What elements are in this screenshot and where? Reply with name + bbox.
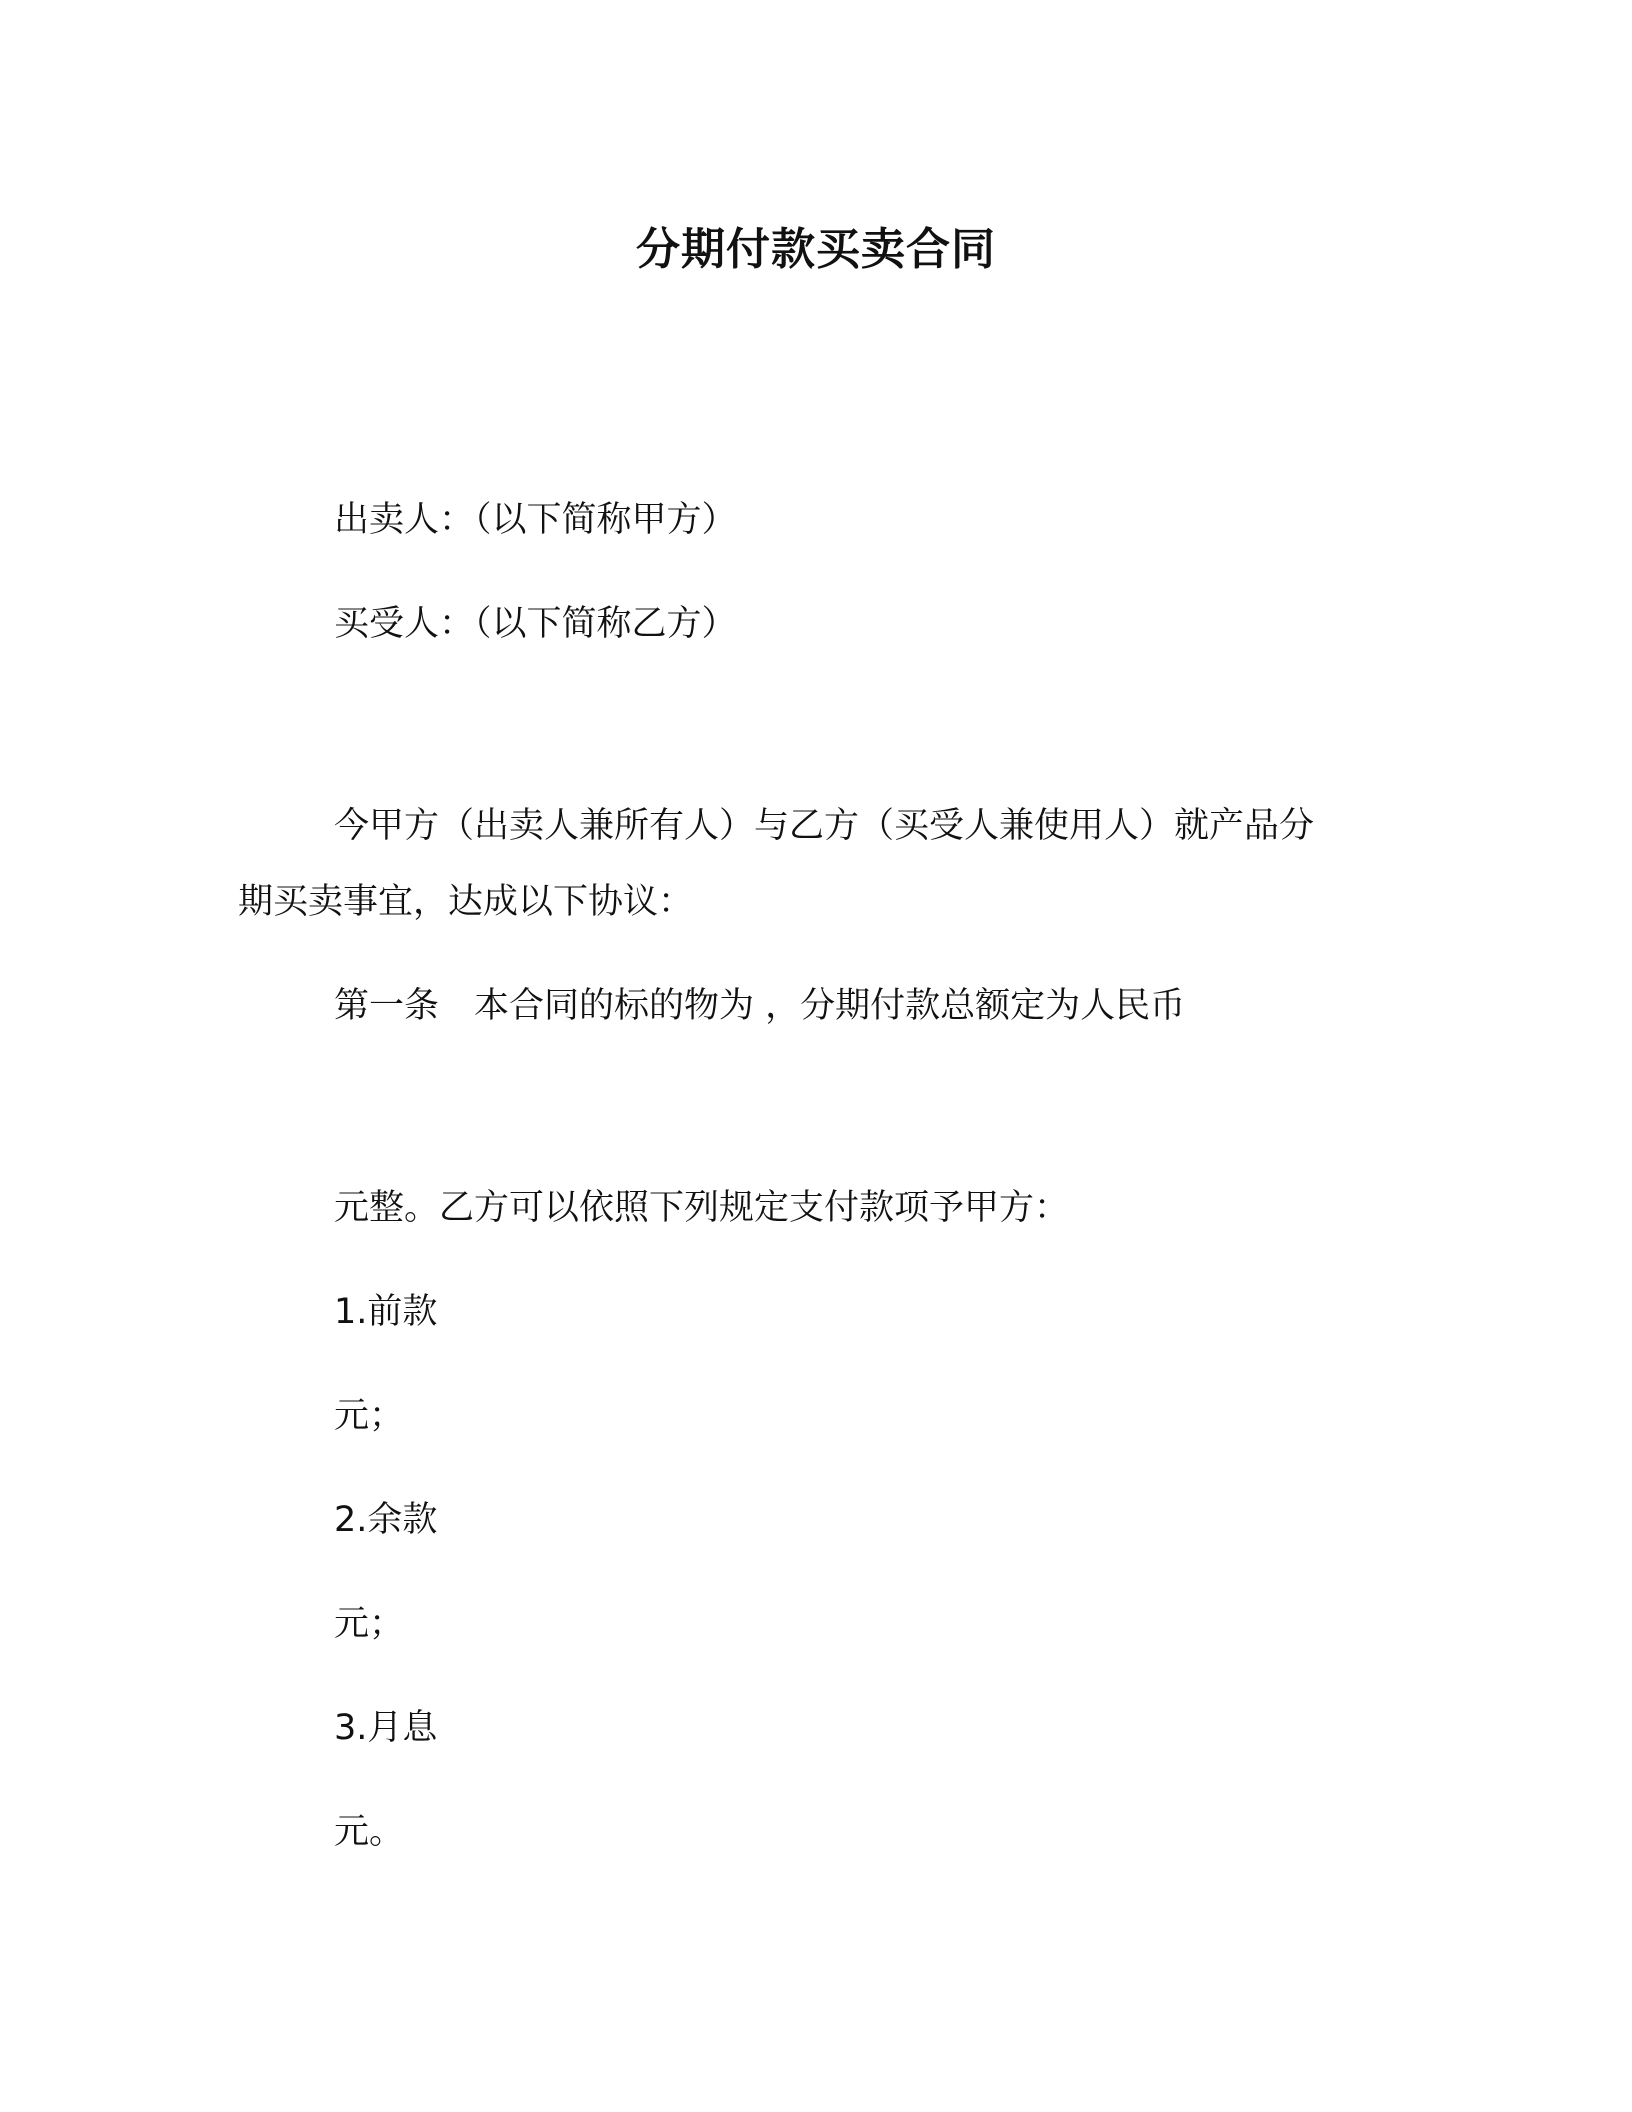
intro-line-2: 期买卖事宜，达成以下协议： — [238, 882, 694, 922]
item-3-label: 3.月息 — [334, 1708, 438, 1748]
article-1-line-1: 第一条 本合同的标的物为 ，分期付款总额定为人民币 — [334, 986, 1186, 1026]
intro-line-1: 今甲方（出卖人兼所有人）与乙方（买受人兼使用人）就产品分 — [334, 806, 1315, 846]
buyer-line: 买受人：（以下简称乙方） — [334, 604, 737, 644]
item-3-unit: 元。 — [334, 1812, 405, 1852]
item-2-unit: 元； — [334, 1604, 405, 1644]
item-2-label: 2.余款 — [334, 1500, 438, 1540]
item-1-unit: 元； — [334, 1396, 405, 1436]
item-1-label: 1.前款 — [334, 1292, 438, 1332]
article-1-line-2: 元整。乙方可以依照下列规定支付款项予甲方： — [334, 1188, 1070, 1228]
document-title: 分期付款买卖合同 — [636, 224, 996, 275]
seller-line: 出卖人：（以下简称甲方） — [334, 500, 737, 540]
